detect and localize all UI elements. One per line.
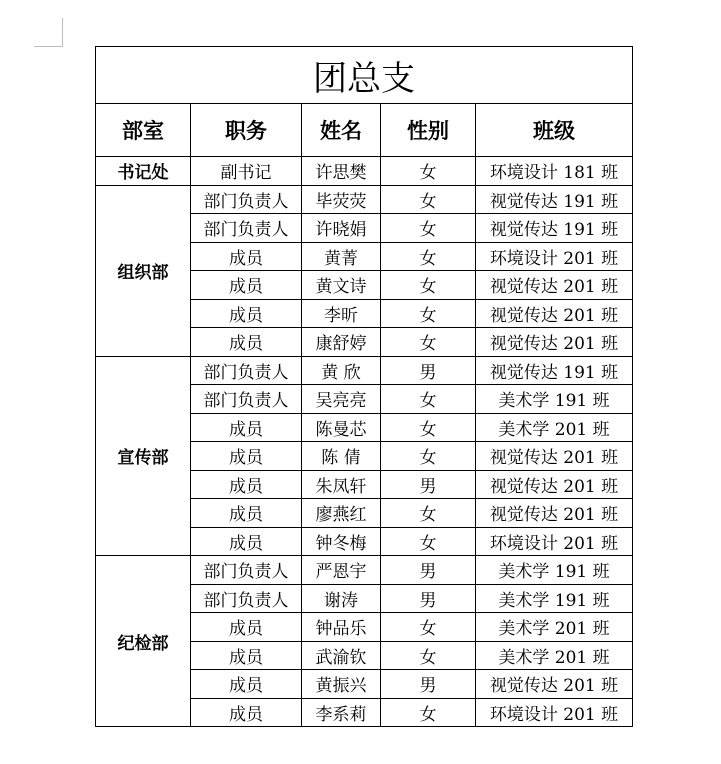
class-cell: 美术学 191 班 xyxy=(476,385,633,414)
role-cell: 成员 xyxy=(191,242,302,271)
class-cell: 环境设计 201 班 xyxy=(476,527,633,556)
role-cell: 副书记 xyxy=(191,157,302,186)
class-cell: 环境设计 201 班 xyxy=(476,698,633,727)
dept-cell: 纪检部 xyxy=(96,556,191,727)
dept-cell: 组织部 xyxy=(96,185,191,356)
role-cell: 成员 xyxy=(191,328,302,357)
class-cell: 美术学 191 班 xyxy=(476,584,633,613)
header-dept: 部室 xyxy=(96,104,191,157)
gender-cell: 女 xyxy=(381,214,476,243)
name-cell: 黄菁 xyxy=(302,242,381,271)
gender-cell: 男 xyxy=(381,584,476,613)
class-cell: 视觉传达 201 班 xyxy=(476,499,633,528)
role-cell: 成员 xyxy=(191,299,302,328)
gender-cell: 女 xyxy=(381,499,476,528)
name-cell: 李系莉 xyxy=(302,698,381,727)
role-cell: 成员 xyxy=(191,470,302,499)
class-cell: 视觉传达 201 班 xyxy=(476,670,633,699)
role-cell: 成员 xyxy=(191,527,302,556)
class-cell: 视觉传达 191 班 xyxy=(476,356,633,385)
name-cell: 钟冬梅 xyxy=(302,527,381,556)
gender-cell: 女 xyxy=(381,385,476,414)
class-cell: 环境设计 181 班 xyxy=(476,157,633,186)
name-cell: 朱凤轩 xyxy=(302,470,381,499)
table-row xyxy=(96,185,633,214)
title-row xyxy=(96,47,633,104)
name-cell: 毕荧荧 xyxy=(302,185,381,214)
role-cell: 成员 xyxy=(191,499,302,528)
dept-cell: 书记处 xyxy=(96,157,191,186)
gender-cell: 女 xyxy=(381,698,476,727)
class-cell: 美术学 201 班 xyxy=(476,413,633,442)
class-cell: 视觉传达 191 班 xyxy=(476,214,633,243)
gender-cell: 男 xyxy=(381,556,476,585)
header-class: 班级 xyxy=(476,104,633,157)
class-cell: 视觉传达 201 班 xyxy=(476,328,633,357)
table-title: 团总支 xyxy=(96,47,633,104)
name-cell: 廖燕红 xyxy=(302,499,381,528)
name-cell: 吴亮亮 xyxy=(302,385,381,414)
class-cell: 视觉传达 191 班 xyxy=(476,185,633,214)
gender-cell: 女 xyxy=(381,328,476,357)
name-cell: 许晓娟 xyxy=(302,214,381,243)
role-cell: 部门负责人 xyxy=(191,185,302,214)
role-cell: 成员 xyxy=(191,641,302,670)
role-cell: 部门负责人 xyxy=(191,214,302,243)
gender-cell: 女 xyxy=(381,271,476,300)
dept-cell: 宣传部 xyxy=(96,356,191,556)
gender-cell: 女 xyxy=(381,413,476,442)
role-cell: 部门负责人 xyxy=(191,584,302,613)
roster-body xyxy=(96,157,633,727)
gender-cell: 女 xyxy=(381,613,476,642)
gender-cell: 女 xyxy=(381,242,476,271)
table-row xyxy=(96,556,633,585)
name-cell: 康舒婷 xyxy=(302,328,381,357)
name-cell: 武渝钦 xyxy=(302,641,381,670)
class-cell: 美术学 201 班 xyxy=(476,613,633,642)
role-cell: 成员 xyxy=(191,271,302,300)
class-cell: 视觉传达 201 班 xyxy=(476,271,633,300)
gender-cell: 男 xyxy=(381,670,476,699)
name-cell: 严恩宇 xyxy=(302,556,381,585)
page-corner-mark xyxy=(34,18,63,47)
table-row xyxy=(96,356,633,385)
class-cell: 视觉传达 201 班 xyxy=(476,299,633,328)
class-cell: 视觉传达 201 班 xyxy=(476,442,633,471)
header-gender: 性别 xyxy=(381,104,476,157)
class-cell: 视觉传达 201 班 xyxy=(476,470,633,499)
role-cell: 部门负责人 xyxy=(191,556,302,585)
role-cell: 成员 xyxy=(191,698,302,727)
gender-cell: 女 xyxy=(381,299,476,328)
class-cell: 环境设计 201 班 xyxy=(476,242,633,271)
name-cell: 陈 倩 xyxy=(302,442,381,471)
gender-cell: 女 xyxy=(381,185,476,214)
gender-cell: 女 xyxy=(381,641,476,670)
gender-cell: 女 xyxy=(381,157,476,186)
role-cell: 成员 xyxy=(191,613,302,642)
name-cell: 谢涛 xyxy=(302,584,381,613)
name-cell: 黄文诗 xyxy=(302,271,381,300)
name-cell: 黄振兴 xyxy=(302,670,381,699)
header-name: 姓名 xyxy=(302,104,381,157)
table-row xyxy=(96,157,633,186)
class-cell: 美术学 191 班 xyxy=(476,556,633,585)
name-cell: 许思樊 xyxy=(302,157,381,186)
roster-table xyxy=(95,46,633,727)
role-cell: 部门负责人 xyxy=(191,356,302,385)
gender-cell: 女 xyxy=(381,527,476,556)
name-cell: 李昕 xyxy=(302,299,381,328)
role-cell: 成员 xyxy=(191,670,302,699)
class-cell: 美术学 201 班 xyxy=(476,641,633,670)
gender-cell: 男 xyxy=(381,356,476,385)
name-cell: 黄 欣 xyxy=(302,356,381,385)
gender-cell: 男 xyxy=(381,470,476,499)
role-cell: 部门负责人 xyxy=(191,385,302,414)
header-row xyxy=(96,104,633,157)
role-cell: 成员 xyxy=(191,442,302,471)
gender-cell: 女 xyxy=(381,442,476,471)
header-role: 职务 xyxy=(191,104,302,157)
name-cell: 陈曼芯 xyxy=(302,413,381,442)
name-cell: 钟品乐 xyxy=(302,613,381,642)
role-cell: 成员 xyxy=(191,413,302,442)
